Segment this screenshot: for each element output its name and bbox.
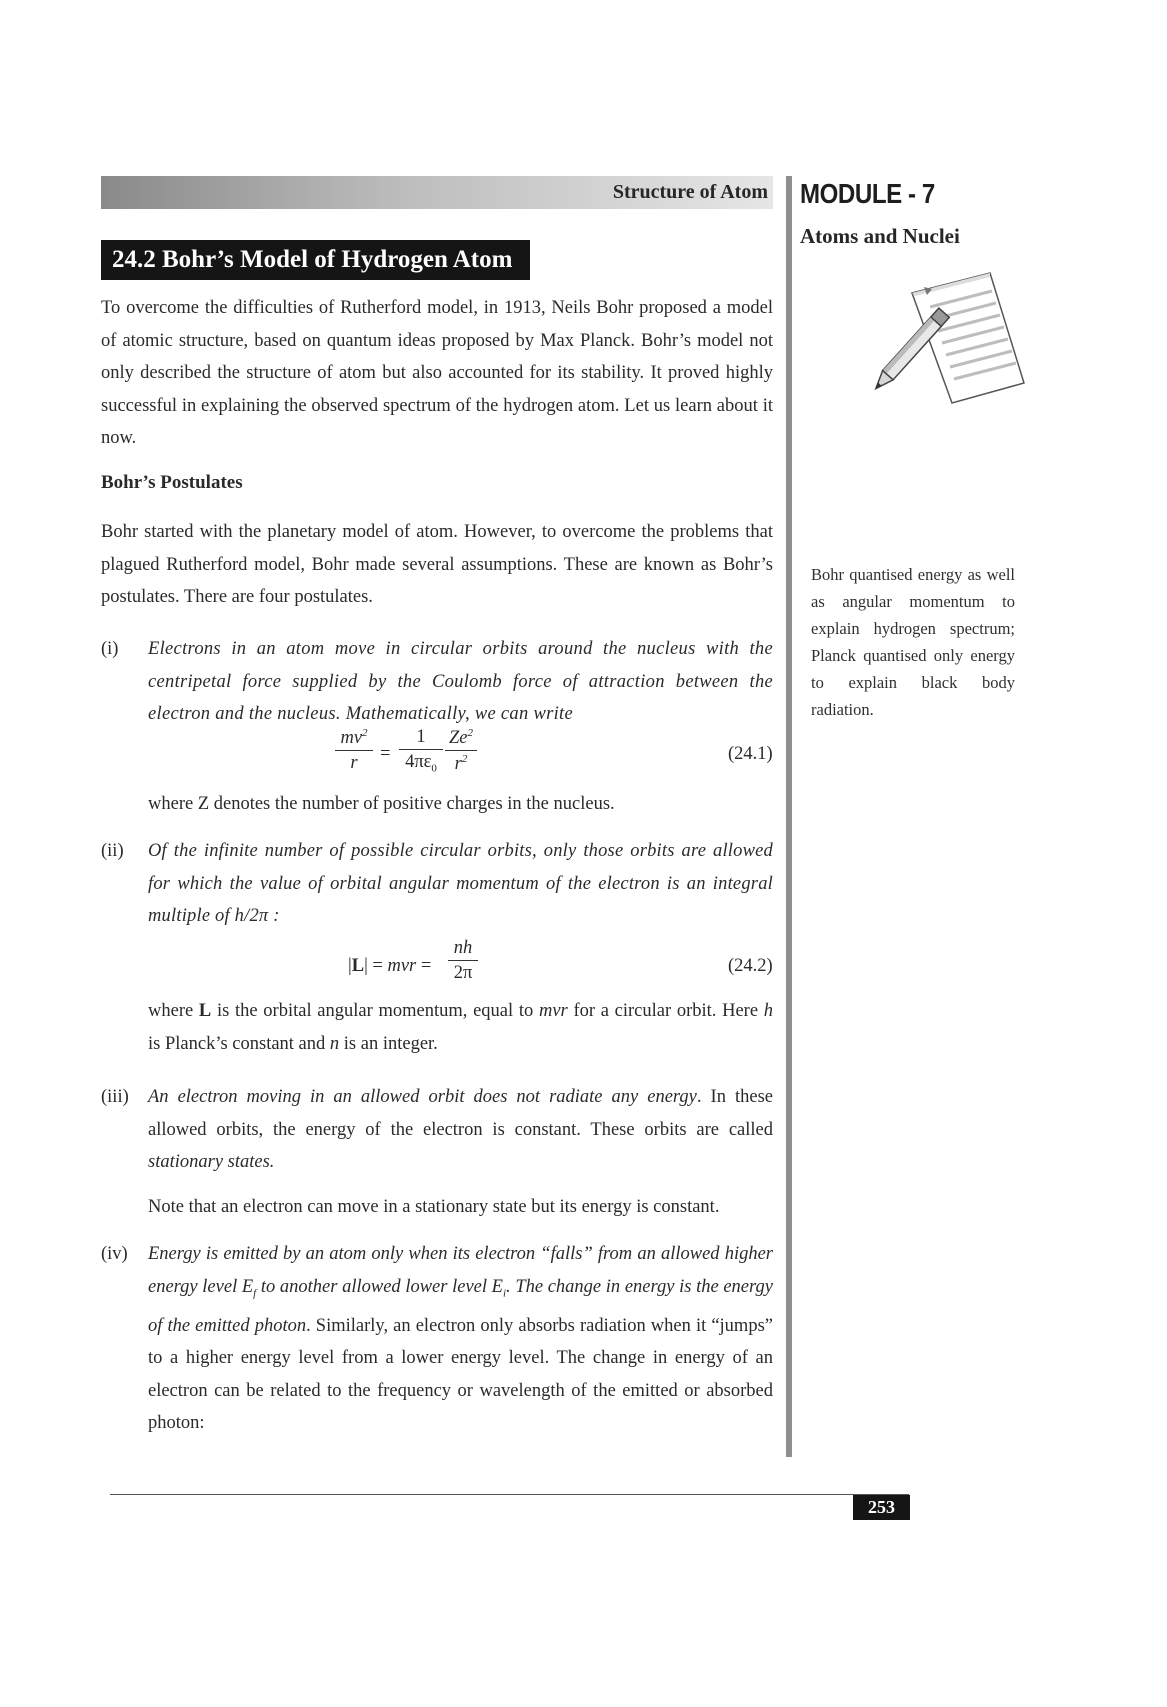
postulate-3-text: An electron moving in an allowed orbit does not radiate any energy. In these allowed orbits, the energy of the electron is constant. These orbits are called stationary states.: [148, 1087, 773, 1172]
postulate-numeral-2: (ii): [101, 841, 124, 861]
eq2-fraction: $\frac{nh}{2\pi}$: [448, 938, 478, 984]
module-subtitle: Atoms and Nuclei: [800, 224, 960, 248]
page-number: 253: [868, 1497, 895, 1517]
eq1-lhs-fraction: $\frac{mv^2}{r}$: [335, 727, 373, 774]
eq1-equals: =: [380, 744, 391, 764]
postulate-numeral-3: (iii): [101, 1087, 129, 1107]
eq2-lhs: |L| = mvr =: [348, 956, 432, 976]
postulate-1-after: where Z denotes the number of positive charges in the nucleus.: [148, 794, 615, 814]
eq1-constant-fraction: $\frac{1}{4\pi\varepsilon_0}$: [399, 727, 443, 775]
equation-label-24-1: (24.1): [728, 744, 773, 764]
intro-paragraph: To overcome the difficulties of Rutherford model, in 1913, Neils Bohr proposed a model of atomic structure, based on quantum ideas proposed by Max Planck. Bohr’s model not only described the structure of atom but also accounted for its stability. It proved highly successful in explaining the observed spectrum of the hydrogen atom. Let us learn about it now.: [101, 298, 773, 448]
equation-label-24-2: (24.2): [728, 956, 773, 976]
postulate-2-after: where L is the orbital angular momentum, equal to mvr for a circular orbit. Here h is Planck’s constant and n is an integer.: [148, 1001, 773, 1054]
postulate-3-note: Note that an electron can move in a stationary state but its energy is constant.: [148, 1197, 720, 1217]
postulate-numeral-4: (iv): [101, 1244, 128, 1264]
running-title: Structure of Atom: [612, 181, 768, 203]
postulates-intro: Bohr started with the planetary model of atom. However, to overcome the problems that plagued Rutherford model, Bohr made several assumptions. These are known as Bohr’s postulates. There are four postulates.: [101, 522, 773, 607]
margin-side-note: Bohr quantised energy as well as angular momentum to explain hydrogen spectrum; Planck quantised only energy to explain black body radiation.: [811, 565, 1015, 719]
margin-divider: [786, 176, 792, 1457]
postulates-heading: Bohr’s Postulates: [101, 472, 243, 493]
postulate-1-text: Electrons in an atom move in circular orbits around the nucleus with the centripetal force supplied by the Coulomb force of attraction between the electron and the nucleus. Mathematically, we can write: [148, 639, 773, 724]
postulate-4-text: Energy is emitted by an atom only when its electron “falls” from an allowed higher energy level $E_f$ to another allowed lower level $E_i$. The change in energy is the energy of the emitted photon. Similarly, an electron only absorbs radiation when it “jumps” to a higher energy level from a lower energy level. The change in energy of an electron can be related to the frequency or wavelength of the emitted or absorbed photon:: [148, 1244, 773, 1434]
notes-pencil-icon: [872, 265, 1032, 425]
section-title: 24.2 Bohr’s Model of Hydrogen Atom: [112, 246, 513, 273]
postulate-numeral-1: (i): [101, 639, 119, 659]
eq1-rhs-fraction: $\frac{Ze^2}{r^2}$: [445, 727, 477, 775]
module-label: MODULE - 7: [800, 178, 935, 209]
footer-rule: [110, 1494, 909, 1495]
postulate-2-text: Of the infinite number of possible circular orbits, only those orbits are allowed for which the value of orbital angular momentum of the electron is an integral multiple of h/2π :: [148, 841, 773, 926]
